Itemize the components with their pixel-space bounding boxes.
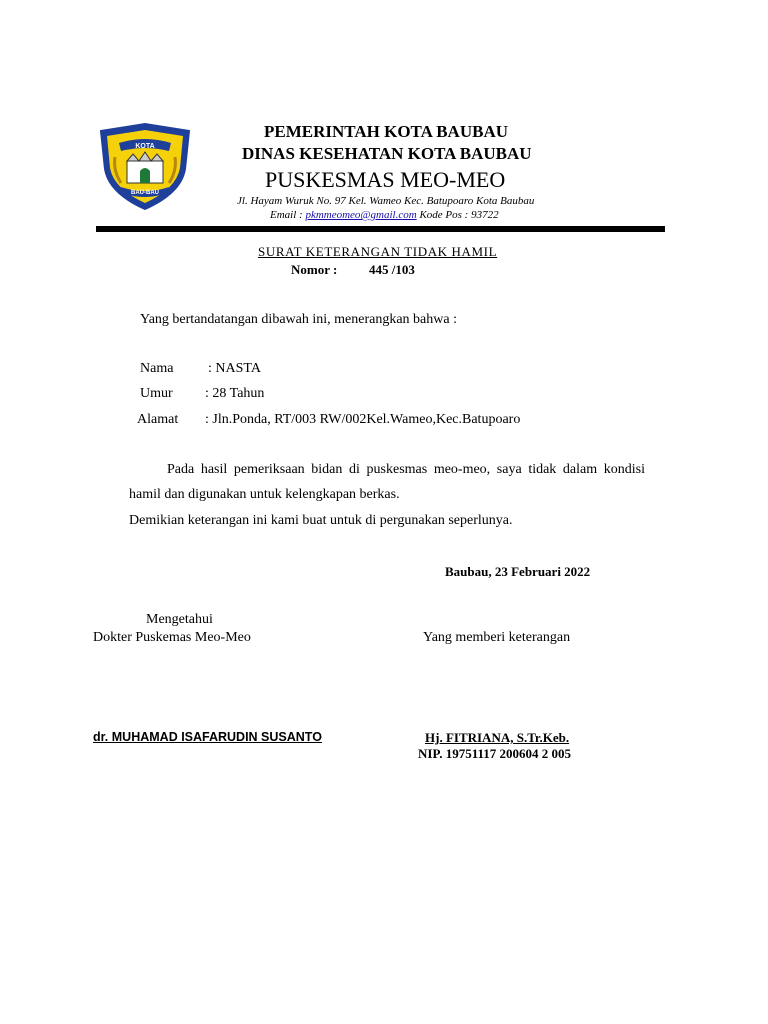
signature-left-name: dr. MUHAMAD ISAFARUDIN SUSANTO (93, 730, 322, 744)
email-label: Email : (270, 209, 306, 221)
postal-code: Kode Pos : 93722 (416, 209, 499, 221)
logo-text-bottom: BAU-BAU (131, 190, 159, 196)
signature-right-nip: NIP. 19751117 200604 2 005 (418, 746, 572, 761)
header-department: DINAS KESEHATAN KOTA BAUBAU (242, 144, 532, 163)
signature-right-role: Yang memberi keterangan (423, 630, 571, 645)
field-value-name: : NASTA (208, 361, 261, 376)
field-label-name: Nama (140, 361, 174, 376)
header-puskesmas: PUSKESMAS MEO-MEO (265, 167, 506, 192)
place-date: Baubau, 23 Februari 2022 (445, 564, 591, 579)
letter-title: SURAT KETERANGAN TIDAK HAMIL (258, 244, 498, 259)
header-divider (96, 226, 665, 232)
paragraph-result-line1: Pada hasil pemeriksaan bidan di puskesmas meo-meo, saya tidak dalam kondisi (167, 462, 645, 477)
header-government: PEMERINTAH KOTA BAUBAU (264, 122, 509, 141)
header-contact (270, 209, 499, 221)
city-logo-emblem (93, 121, 197, 211)
field-value-address: : Jln.Ponda, RT/003 RW/002Kel.Wameo,Kec.Batupoaro (205, 412, 521, 427)
paragraph-closing: Demikian keterangan ini kami buat untuk di pergunakan seperlunya. (129, 513, 513, 528)
field-label-age: Umur (140, 386, 173, 401)
header-address: Jl. Hayam Wuruk No. 97 Kel. Wameo Kec. Batupoaro Kota Baubau (237, 195, 535, 207)
field-value-age: : 28 Tahun (205, 386, 265, 401)
intro-text: Yang bertandatangan dibawah ini, menerangkan bahwa : (140, 312, 457, 327)
logo-text-top: KOTA (135, 143, 155, 150)
letter-number-label: Nomor : (291, 262, 338, 277)
signature-right-name: Hj. FITRIANA, S.Tr.Keb. (425, 730, 570, 745)
paragraph-result-line2: hamil dan digunakan untuk kelengkapan berkas. (129, 487, 400, 502)
signature-left-acknowledged: Mengetahui (146, 612, 213, 627)
letter-number-value: 445 /103 (369, 262, 415, 277)
email-link[interactable]: pkmmeomeo@gmail.com (305, 209, 417, 221)
field-label-address: Alamat (137, 412, 179, 427)
signature-left-role: Dokter Puskemas Meo-Meo (93, 630, 251, 645)
